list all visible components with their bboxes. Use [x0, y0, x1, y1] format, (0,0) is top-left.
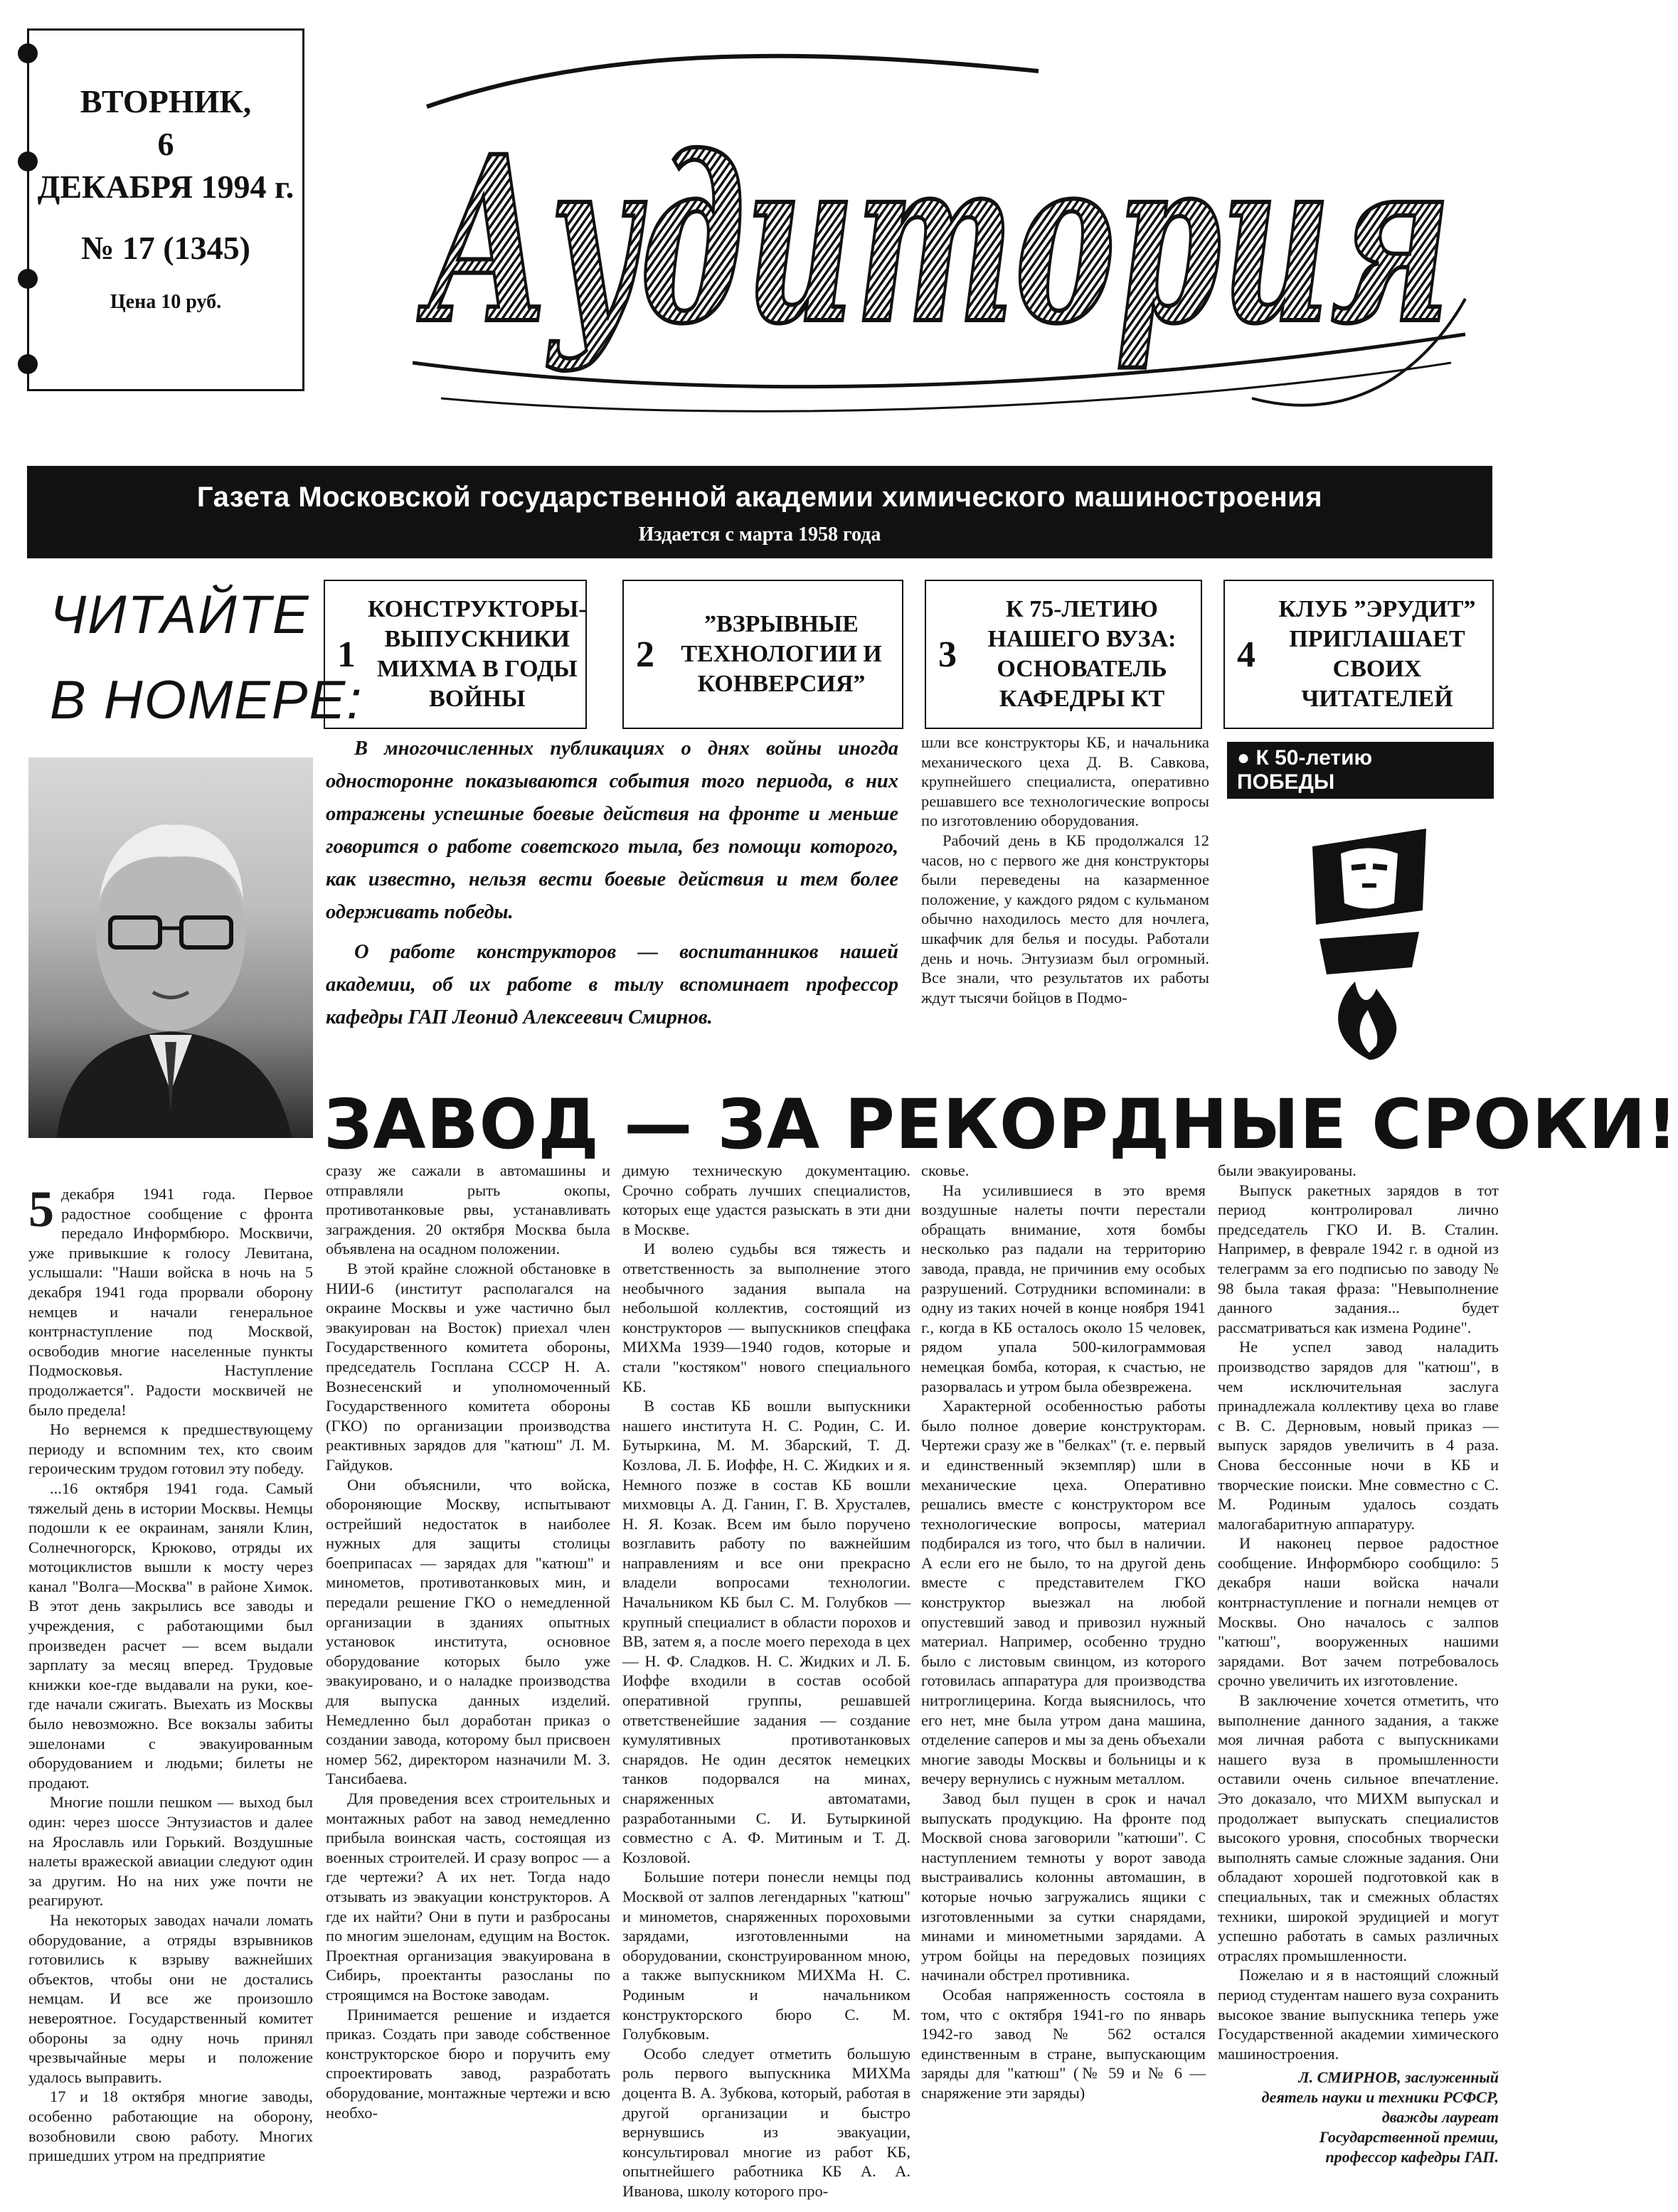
date-month-year: ДЕКАБРЯ 1994 г. [37, 169, 294, 205]
article-column-5 [1218, 1161, 1499, 2167]
article-paragraph: Завод был пущен в срок и начал выпускать продукцию. На фронте под Москвой снова заговорили "катюши". С наступлением темноты у ворот завода выстраивались колонны автомашин, в которые ночью загружались ящики с изготовленными за сутки снарядами, минами и минометными зарядами. А утром бойцы на передовых позициях начинали обстрел противника. [921, 1790, 1206, 1984]
article-column-2 [326, 1161, 610, 2122]
article-paragraph: И наконец первое радостное сообщение. Информбюро сообщило: 5 декабря наши войска начали контрнаступление и погнали немцев от Москвы. Оно началось с залпов "катюш", вооруженных нашими зарядами. Вот зачем потребовалось срочно увеличить их изготовление. [1218, 1534, 1499, 1690]
signature-line: дважды лауреат [1381, 2108, 1499, 2127]
issue-number: № 17 (1345) [81, 230, 250, 266]
article-paragraph: На усилившиеся в это время воздушные налеты почти перестали обращать внимание, хотя бомбы несколько раз падали на территорию завода, правда, не причинив ему особых разрушений. Сотрудники вспоминали: в одну из таких ночей в конце ноября 1941 г., когда в КБ осталось около 15 человек, рядом упала 500-килограммовая немецкая бомба, которая, к счастью, не разорвалась и утром была обезврежена. [921, 1181, 1206, 1395]
article-headline: ЗАВОД — ЗА РЕКОРДНЫЕ СРОКИ! [324, 1085, 1678, 1164]
toc-item-text: К 75-ЛЕТИЮ НАШЕГО ВУЗА: ОСНОВАТЕЛЬ КАФЕДРЫ КТ [987, 596, 1177, 712]
bullet-dot-icon [18, 151, 38, 171]
article-paragraph: Характерной особенностью работы было полное доверие конструкторам. Чертежи сразу же в "белках" (т. е. первый и единственный экземпляр) шли в механические цеха. Оперативно решались вместе с конструктором все технологические вопросы, материал подбирался из того, что был в наличии. А если его не было, то на другой день вместе с представителем ГКО конструктор выезжал на любой опустевший завод и привозил нужный материал. Например, особенно трудно было с листовым свинцом, из которого готовилась аппаратура для производства нитроглицерина. Когда выяснилось, что его нет, мне была утром дана машина, отделение саперов и мы за день объехали многие заводы Москвы и больницы и к вечеру вернулись с нужным металлом. [921, 1397, 1206, 1788]
article-column-3 [622, 1161, 910, 2201]
signature-line: Л. СМИРНОВ, заслуженный [1298, 2068, 1499, 2087]
masthead-since: Издается с марта 1958 года [638, 523, 881, 546]
toc-item-number: 2 [636, 634, 654, 675]
toc-heading-line2: В НОМЕРЕ: [50, 670, 363, 730]
article-paragraph: Выпуск ракетных зарядов в тот период контролировал лично председатель ГКО И. В. Сталин. Например, в феврале 1942 г. в одной из телеграмм за его подписью по заводу № 98 была такая фраза: "Невыполнение данного задания... будет рассматриваться как измена Родине". [1218, 1181, 1499, 1336]
article-paragraph: ...16 октября 1941 года. Самый тяжелый день в истории Москвы. Немцы подошли к ее окраинам, заняли Клин, Солнечногорск, Крюково, отряды их мотоциклистов вышли к мосту через канал "Волга—Москва" в районе Химок. В этот день закрылись все заводы и учреждения, с работающими был произведен расчет — всем выдали зарплату за месяц вперед. Трудовые книжки кое-где выдавали на руки, кое-где начали сжигать. Выехать из Москвы было невозможно. Все вокзалы забиты эшелонами с эвакуированным оборудованием и людьми; билеты не продают. [28, 1479, 313, 1792]
rubric-line: ● К 50-летию [1237, 746, 1373, 770]
article-column-1 [28, 1181, 313, 2166]
rubric-badge [1227, 742, 1494, 799]
toc-item-number: 1 [337, 634, 356, 675]
toc-heading-line1: ЧИТАЙТЕ [50, 585, 310, 645]
article-paragraph: И волею судьбы вся тяжесть и ответственность за выполнение этого необычного задания выпала на небольшой коллектив, состоящий из конструкторов — выпускников спецфака МИХМа 1939—1940 годов, которые и стали "костяком" нового специального КБ. [622, 1240, 910, 1395]
masthead-title: Аудитория [417, 107, 1452, 374]
toc-item[interactable] [622, 580, 903, 729]
masthead-logo [398, 28, 1480, 427]
signature-line: профессор кафедры ГАП. [1325, 2148, 1499, 2166]
article-paragraph: Особая напряженность состояла в том, что с октября 1941-го по январь 1942-го завод № 562 остался единственным в стране, выпускающим заряды для "катюш" (№ 59 и № 6 — снаряжение эти заряды) [921, 1985, 1206, 2102]
bullet-dot-icon [18, 354, 38, 374]
article-paragraph: были эвакуированы. [1218, 1161, 1356, 1179]
toc-item-text: ”ВЗРЫВНЫЕ ТЕХНОЛОГИИ И КОНВЕРСИЯ” [681, 611, 882, 697]
signature-line: Государственной премии, [1319, 2128, 1499, 2147]
article-paragraph: Но вернемся к предшествующему периоду и вспомним тех, кто своим героическим трудом готовил эту победу. [28, 1420, 313, 1478]
drop-cap: 5 [28, 1181, 54, 1238]
bullet-dot-icon [18, 43, 38, 63]
toc-item-text: КОНСТРУКТОРЫ-ВЫПУСКНИКИ МИХМА В ГОДЫ ВОЙНЫ [368, 596, 587, 712]
toc-item-number: 4 [1237, 634, 1255, 675]
portrait-image [28, 757, 313, 1138]
article-lead [326, 733, 898, 1034]
toc-item-number: 3 [938, 634, 957, 675]
article-paragraph: шли все конструкторы КБ, и начальника механического цеха Д. В. Савкова, крупнейшего специалиста, оперативно решавшего все технологические вопросы по изготовлению оборудования. [921, 733, 1209, 830]
signature-line: деятель науки и техники РСФСР, [1261, 2088, 1499, 2107]
toc-item[interactable] [925, 580, 1202, 729]
article-paragraph: сразу же сажали в автомашины и отправляли рыть окопы, противотанковые рвы, устанавливать заграждения. 20 октября Москва была объявлена на осадном положении. [326, 1161, 610, 1258]
article-paragraph: В заключение хочется отметить, что выполнение данного задания, а также моя личная работа с выпускниками нашего вуза в промышленности оставили очень сильное впечатление. Это доказало, что МИХМ выпускал и продолжает выпускать специалистов высокого уровня, способных творчески выполнять самые сложные задания. Они обладают хорошей подготовкой как в специальных, так и смежных областях техники, широкой эрудицией и могут успешно работать в самых различных отраслях промышленности. [1218, 1691, 1499, 1964]
article-paragraph: Они объяснили, что войска, обороняющие Москву, испытывают острейший недостаток в наиболее нужных для защиты столицы боеприпасах — зарядах для "катюш" и минометов, противотанковых мин, и передали решение ГКО о немедленной организации в зданиях опытных установок института, основное оборудование которых было уже эвакуировано, и о наладке производства для выпуска данных изделий. Немедленно был доработан приказ о создании завода, которому был присвоен номер 562, директором назначили М. З. Тансибаева. [326, 1475, 610, 1788]
article-paragraph: Пожелаю и я в настоящий сложный период студентам нашего вуза сохранить высокое звание выпускника теперь уже Государственной академии химического машиностроения. [1218, 1966, 1499, 2063]
rubric-line: ПОБЕДЫ [1237, 770, 1335, 794]
article-paragraph: В этой крайне сложной обстановке в НИИ-6 (институт располагался на окраине Москвы и уже частично был эвакуирован на Восток) приехал член Государственного комитета обороны, председатель Госплана СССР Н. А. Вознесенский и уполномоченный Государственного комитета обороны (ГКО) по организации производства реактивных зарядов для "катюш" Л. М. Гайдуков. [326, 1259, 610, 1474]
article-column-4 [921, 1161, 1206, 2103]
author-photo [28, 757, 313, 1138]
date-box [27, 28, 304, 391]
article-paragraph: Для проведения всех строительных и монтажных работ на завод немедленно прибыла воинская часть, состоящая из военных строителей. И сразу вопрос — а где чертежи? А их нет. Тогда надо отзывать из эвакуации конструкторов. А где их найти? Они в пути и разбросаны по многим эшелонам, едущим на Восток. Проектная организация эвакуирована в Сибирь, проектанты разосланы по строящимся на Востоке заводам. [326, 1790, 610, 2004]
masthead-subtitle: Газета Московской государственной академии химического машиностроения [196, 482, 1323, 513]
author-signature [1218, 2068, 1499, 2167]
toc-item[interactable] [1223, 580, 1494, 729]
article-paragraph: Большие потери понесли немцы под Москвой от залпов легендарных "катюш" и минометов, снаряженных пороховыми зарядами, изготовленными на оборудовании, сконструированном мною, а также выпускником МИХМа Н. С. Родиным и начальником конструкторского бюро С. М. Голубковым. [622, 1868, 910, 2043]
victory-emblem-icon [1298, 825, 1440, 1067]
date-weekday: ВТОРНИК, [80, 83, 252, 119]
lead-paragraph: О работе конструкторов — воспитанников нашей академии, об их работе в тылу вспоминает профессор кафедры ГАП Леонид Алексеевич Смирнов. [326, 941, 898, 1028]
date-day: 6 [157, 126, 174, 162]
bullet-dot-icon [18, 269, 38, 289]
article-paragraph: В состав КБ вошли выпускники нашего института Н. С. Родин, С. И. Бутыркина, М. М. Збарский, Т. Д. Козлова, Л. Б. Иоффе, Н. С. Жидких и я. Немного позже в состав КБ вошли михмовцы А. Д. Ганин, Г. В. Хрусталев, Н. Я. Козак. Всем им было поручено возглавить работу по важнейшим направлениям и все они прекрасно владели вопросами технологии. Начальником КБ был С. М. Голубков — крупный специалист в области порохов и ВВ, затем я, а после моего перехода в цех — Н. Ф. Сладков. Н. С. Жидких и Л. Б. Иоффе входили в состав особой оперативной группы, решавшей ответственейшие задания — создание кумулятивных противотанковых снарядов. Не один десяток немецких танков подорвался на минах, снаряженных автоматами, разработанными С. И. Бутыркиной совместно с А. Ф. Митиным и Т. Д. Козловой. [622, 1397, 910, 1866]
toc-item-text: КЛУБ ”ЭРУДИТ” ПРИГЛАШАЕТ СВОИХ ЧИТАТЕЛЕЙ [1278, 596, 1476, 712]
article-paragraph: Рабочий день в КБ продолжался 12 часов, но с первого же дня конструкторы были переведены на казарменное положение, у каждого рядом с кульманом обычно находилось место для ночлега, шкафчик для белья и посуды. Работали день и ночь. Энтузиазм был огромный. Все знали, что результатов их работы ждут тысячи бойцов в Подмо- [921, 831, 1209, 1006]
article-paragraph: Принимается решение и издается приказ. Создать при заводе собственное конструкторское бюро и поручить ему спроектировать завод, разработать оборудование, монтажные чертежи и всю необхо- [326, 2005, 610, 2122]
article-paragraph: Особо следует отметить большую роль первого выпускника МИХМа доцента В. А. Зубкова, который, работая в другой организации и быстро вернувшись из эвакуации, консультировал многие из работ КБ, опытнейшего работника КБ А. А. Иванова, школу которого про- [622, 2044, 910, 2200]
article-paragraph: декабря 1941 года. Первое радостное сообщение с фронта передало Информбюро. Москвичи, уже привыкшие к голосу Левитана, услышали: "Наши войска в ночь на 5 декабря 1941 года прорвали оборону немцев и начали генеральное контрнаступление под Москвой, освободив многие населенные пункты Подмосковья. Наступление продолжается". Радости москвичей не было предела! [28, 1185, 313, 1419]
masthead-banner [27, 466, 1492, 558]
toc-heading [50, 580, 363, 736]
article-paragraph: Многие пошли пешком — выход был один: через шоссе Энтузиастов и далее на Ярославль или Горький. Воздушные налеты вражеской авиации следуют один за другим. Но на них уже почти не реагируют. [28, 1793, 313, 1910]
article-column-top [921, 733, 1209, 1007]
issue-price: Цена 10 руб. [110, 291, 222, 313]
article-paragraph: сковье. [921, 1161, 970, 1179]
article-paragraph: димую техническую документацию. Срочно собрать лучших специалистов, которых еще удастся разыскать в эти дни в Москве. [622, 1161, 910, 1238]
article-paragraph: На некоторых заводах начали ломать оборудование, а отряды взрывников готовились к взрыву важнейших объектов, чтобы они не достались немцам. И все же произошло невероятное. Государственный комитет обороны за одну ночь принял чрезвычайные меры и положение удалось выправить. [28, 1910, 313, 2086]
toc-item[interactable] [324, 580, 587, 729]
article-paragraph: Не успел завод наладить производство зарядов для "катюш", в чем исключительная заслуга принадлежала коллективу цеха во главе с В. С. Дерновым, новый приказ — выпуск зарядов увеличить в 4 раза. Снова бессонные ночи в КБ и творческие поиски. Мне совместно с С. М. Родиным удалось создать малогабаритную аппаратуру. [1218, 1338, 1499, 1533]
lead-paragraph: В многочисленных публикациях о днях войны иногда односторонне показываются события того периода, в них отражены успешные боевые действия на фронте и меньше говорится о работе советского тыла, без помощи которого, как известно, нельзя вести боевые действия и тем более одерживать победы. [326, 738, 898, 923]
article-paragraph: 17 и 18 октября многие заводы, особенно работающие на оборону, возобновили свою работу. Многих пришедших утром на предприятие [28, 2088, 313, 2165]
